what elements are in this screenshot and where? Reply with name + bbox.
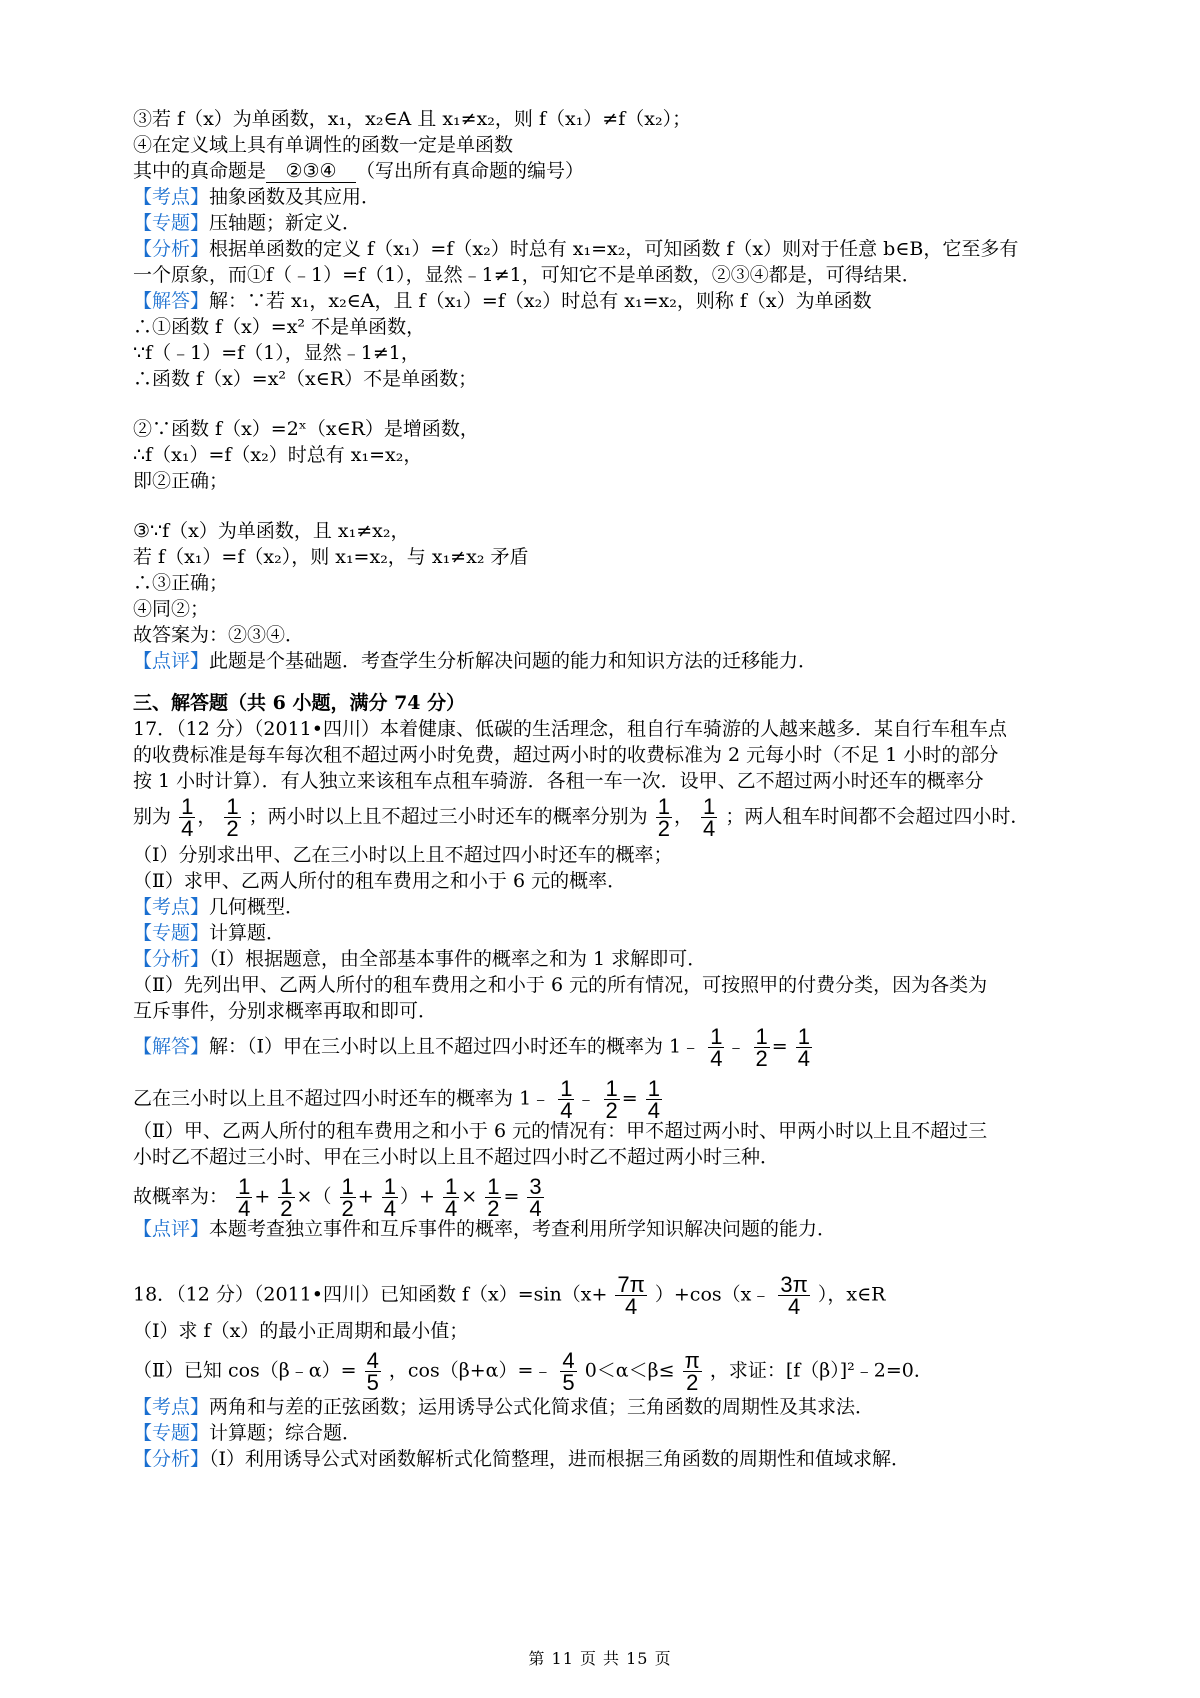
text-fragment: ；两小时以上且不超过三小时还车的概率分别为 bbox=[248, 805, 648, 828]
fraction: $\frac{1}{2}$ bbox=[755, 1024, 768, 1071]
text-fragment: （Ⅰ）根据题意，由全部基本事件的概率之和为 1 求解即可． bbox=[209, 948, 707, 970]
fraction: $\frac{1}{4}$ bbox=[383, 1174, 396, 1221]
section-heading: 三、解答题（共 6 小题，满分 74 分） bbox=[133, 692, 466, 714]
text-fragment: 此题是个基础题．考查学生分析解决问题的能力和知识方法的迁移能力． bbox=[209, 650, 818, 672]
text-line-with-fractions: 【解答】解：（Ⅰ）甲在三小时以上且不超过四小时还车的概率为 1﹣ $\frac{1}{4}$ ﹣ $\frac{1}{2}$ = $\frac{1}{4}$ bbox=[133, 1024, 810, 1071]
text-fragment: 其中的真命题是 bbox=[133, 160, 267, 182]
text-line: 小时乙不超过三小时、甲在三小时以上且不超过四小时乙不超过两小时三种． bbox=[133, 1146, 780, 1168]
text-line: （Ⅰ）分别求出甲、乙在三小时以上且不超过四小时还车的概率； bbox=[133, 844, 673, 866]
text-fragment: 压轴题；新定义． bbox=[209, 212, 362, 234]
text-line: 故答案为：②③④． bbox=[133, 624, 305, 646]
text-line bbox=[133, 158, 584, 184]
text-line: 即②正确； bbox=[133, 470, 229, 492]
text-fragment: ），x∈R bbox=[817, 1283, 886, 1306]
fraction: $\frac{1}{2}$ bbox=[605, 1076, 618, 1123]
text-fragment: 0＜α＜β≤ bbox=[584, 1359, 675, 1382]
label-kaodian: 【考点】 bbox=[133, 186, 210, 208]
text-fragment: 乙在三小时以上且不超过四小时还车的概率为 bbox=[133, 1087, 514, 1110]
fraction: $\frac{1}{2}$ bbox=[280, 1174, 293, 1221]
text-line bbox=[133, 894, 304, 920]
label-zhuanti: 【专题】 bbox=[133, 212, 210, 234]
text-fragment: 解：∵若 x₁，x₂∈A，且 f（x₁）=f（x₂）时总有 x₁=x₂，则称 f（x）为单函数 bbox=[209, 290, 872, 312]
fraction: $\frac{1}{2}$ bbox=[341, 1174, 354, 1221]
text-line: （Ⅱ）甲、乙两人所付的租车费用之和小于 6 元的情况有：甲不超过两小时、甲两小时以上且不超过三 bbox=[133, 1120, 988, 1142]
label-fenxi: 【分析】 bbox=[133, 238, 210, 260]
text-fragment: （写出所有真命题的编号） bbox=[356, 160, 585, 182]
text-line: ②∵函数 f（x）=2ˣ（x∈R）是增函数， bbox=[133, 418, 479, 440]
text-line bbox=[133, 1216, 836, 1242]
text-line bbox=[133, 184, 380, 210]
text-line: 若 f（x₁）=f（x₂），则 x₁=x₂，与 x₁≠x₂ 矛盾 bbox=[133, 546, 529, 568]
text-line-with-fractions: 故概率为： $\frac{1}{4}$ + $\frac{1}{2}$ ×（ $\frac{1}{2}$ + $\frac{1}{4}$ ）+ $\frac{1}{4}$ × $\frac{1}{2}$ = $\frac{3}{4}$ bbox=[133, 1174, 542, 1221]
text-line: ∴f（x₁）=f（x₂）时总有 x₁=x₂， bbox=[133, 444, 423, 466]
text-line: ③若 f（x）为单函数，x₁，x₂∈A 且 x₁≠x₂，则 f（x₁）≠f（x₂）； bbox=[133, 108, 692, 130]
text-fragment: 抽象函数及其应用． bbox=[209, 186, 381, 208]
text-fragment: ，cos（β+α）=﹣ bbox=[388, 1359, 553, 1382]
fraction: $\frac{1}{2}$ bbox=[487, 1174, 500, 1221]
text-fragment: 解：（Ⅰ）甲在三小时以上且不超过四小时还车的概率为 1﹣ bbox=[209, 1035, 701, 1058]
label-dianping: 【点评】 bbox=[133, 650, 210, 672]
fraction: $\frac{1}{2}$ bbox=[226, 794, 239, 841]
fraction: $\frac{1}{4}$ bbox=[710, 1024, 723, 1071]
label-fenxi: 【分析】 bbox=[133, 948, 210, 970]
fraction: $\frac{4}{5}$ bbox=[562, 1348, 575, 1395]
fraction: $\frac{1}{4}$ bbox=[238, 1174, 251, 1221]
label-jieda: 【解答】 bbox=[133, 1035, 210, 1058]
text-line: ∴③正确； bbox=[133, 572, 229, 594]
text-line-with-fractions bbox=[133, 1350, 933, 1393]
text-line: 一个原象，而①f（﹣1）=f（1），显然﹣1≠1，可知它不是单函数，②③④都是，可得结果． bbox=[133, 264, 921, 286]
text-line: ④同②； bbox=[133, 598, 210, 620]
text-line bbox=[133, 210, 361, 236]
text-fragment: ，求证：[f（β）]²﹣2=0． bbox=[709, 1359, 933, 1382]
fraction: $\frac{1}{4}$ bbox=[444, 1174, 458, 1221]
text-fragment: 两角和与差的正弦函数；运用诱导公式化简求值；三角函数的周期性及其求法． bbox=[209, 1396, 875, 1418]
text-line bbox=[133, 920, 285, 946]
text-line bbox=[133, 1394, 874, 1420]
fraction: $\frac{4}{5}$ bbox=[366, 1348, 379, 1395]
text-line: 按 1 小时计算）．有人独立来该租车点租车骑游．各租一车一次．设甲、乙不超过两小时还车的概率分 bbox=[133, 770, 984, 792]
text-line: ∴函数 f（x）=x²（x∈R）不是单函数； bbox=[133, 368, 478, 390]
text-fragment: 别为 bbox=[133, 805, 172, 828]
fraction: $\frac{7\pi}{4}$ bbox=[617, 1272, 645, 1319]
fraction: $\frac{3\pi}{4}$ bbox=[780, 1272, 808, 1319]
page-footer: 第 11 页 共 15 页 bbox=[528, 1649, 672, 1668]
text-line: ④在定义域上具有单调性的函数一定是单函数 bbox=[133, 134, 514, 156]
text-fragment: （Ⅱ）已知 cos（β﹣α）= bbox=[133, 1359, 357, 1382]
fraction: $\frac{1}{4}$ bbox=[703, 794, 716, 841]
text-fragment: 本题考查独立事件和互斥事件的概率，考查利用所学知识解决问题的能力． bbox=[209, 1218, 837, 1240]
label-kaodian: 【考点】 bbox=[133, 1396, 210, 1418]
text-fragment: （Ⅰ）利用诱导公式对函数解析式化简整理，进而根据三角函数的周期性和值域求解． bbox=[209, 1448, 911, 1470]
text-line bbox=[133, 1420, 361, 1446]
text-line: ∴①函数 f（x）=x² 不是单函数， bbox=[133, 316, 426, 338]
fraction: $\frac{1}{4}$ bbox=[647, 1076, 660, 1123]
label-jieda: 【解答】 bbox=[133, 290, 210, 312]
text-fragment: 几何概型． bbox=[209, 896, 305, 918]
text-line-with-fractions: 乙在三小时以上且不超过四小时还车的概率为 1﹣ $\frac{1}{4}$ ﹣ $\frac{1}{2}$ = $\frac{1}{4}$ bbox=[133, 1076, 660, 1123]
text-fragment: 18．（12 分）（2011•四川）已知函数 f（x）=sin（x+ bbox=[133, 1283, 608, 1306]
label-fenxi: 【分析】 bbox=[133, 1448, 210, 1470]
text-line: 的收费标准是每车每次租不超过两小时免费，超过两小时的收费标准为 2 元每小时（不足 1 小时的部分 bbox=[133, 744, 999, 766]
text-line-with-fractions: 别为 $\frac{1}{4}$ ， $\frac{1}{2}$ ；两小时以上且不超过三小时还车的概率分别为 $\frac{1}{2}$ ， $\frac{1}{4}$ ；两人租车时间都不会超过四小时． bbox=[133, 794, 1030, 841]
text-fragment: ；两人租车时间都不会超过四小时． bbox=[725, 805, 1030, 828]
fraction: $\frac{3}{4}$ bbox=[529, 1174, 542, 1221]
text-line bbox=[133, 648, 817, 674]
label-zhuanti: 【专题】 bbox=[133, 922, 210, 944]
fraction: $\frac{1}{4}$ bbox=[797, 1024, 810, 1071]
text-fragment: 计算题；综合题． bbox=[209, 1422, 362, 1444]
fraction: $\frac{1}{4}$ bbox=[181, 794, 194, 841]
answer-blank: ②③④ bbox=[266, 160, 356, 183]
text-fragment: 故概率为： bbox=[133, 1185, 229, 1208]
label-zhuanti: 【专题】 bbox=[133, 1422, 210, 1444]
text-line: 互斥事件，分别求概率再取和即可． bbox=[133, 1000, 438, 1022]
fraction: $\frac{1}{4}$ bbox=[560, 1076, 573, 1123]
text-line bbox=[133, 288, 872, 314]
text-line: （Ⅱ）先列出甲、乙两人所付的租车费用之和小于 6 元的所有情况，可按照甲的付费分类，因为各类为 bbox=[133, 974, 988, 996]
text-fragment: 根据单函数的定义 f（x₁）=f（x₂）时总有 x₁=x₂，可知函数 f（x）则对于任意 b∈B，它至多有 bbox=[209, 238, 1019, 260]
label-dianping: 【点评】 bbox=[133, 1218, 210, 1240]
text-line: ∵f（﹣1）=f（1），显然﹣1≠1， bbox=[133, 342, 420, 364]
text-line bbox=[133, 946, 706, 972]
text-fragment: 计算题． bbox=[209, 922, 286, 944]
text-line: （Ⅰ）求 f（x）的最小正周期和最小值； bbox=[133, 1320, 469, 1342]
text-line bbox=[133, 1446, 910, 1472]
text-line bbox=[133, 236, 1018, 262]
text-fragment: ）+cos（x﹣ bbox=[654, 1283, 771, 1306]
text-line: （Ⅱ）求甲、乙两人所付的租车费用之和小于 6 元的概率． bbox=[133, 870, 627, 892]
label-kaodian: 【考点】 bbox=[133, 896, 210, 918]
text-line: ③∵f（x）为单函数，且 x₁≠x₂， bbox=[133, 520, 410, 542]
fraction: $\frac{\pi}{2}$ bbox=[684, 1348, 700, 1395]
text-line-with-fractions bbox=[133, 1274, 885, 1317]
text-line: 17．（12 分）（2011•四川）本着健康、低碳的生活理念，租自行车骑游的人越来越多．某自行车租车点 bbox=[133, 718, 1007, 740]
fraction: $\frac{1}{2}$ bbox=[657, 794, 670, 841]
